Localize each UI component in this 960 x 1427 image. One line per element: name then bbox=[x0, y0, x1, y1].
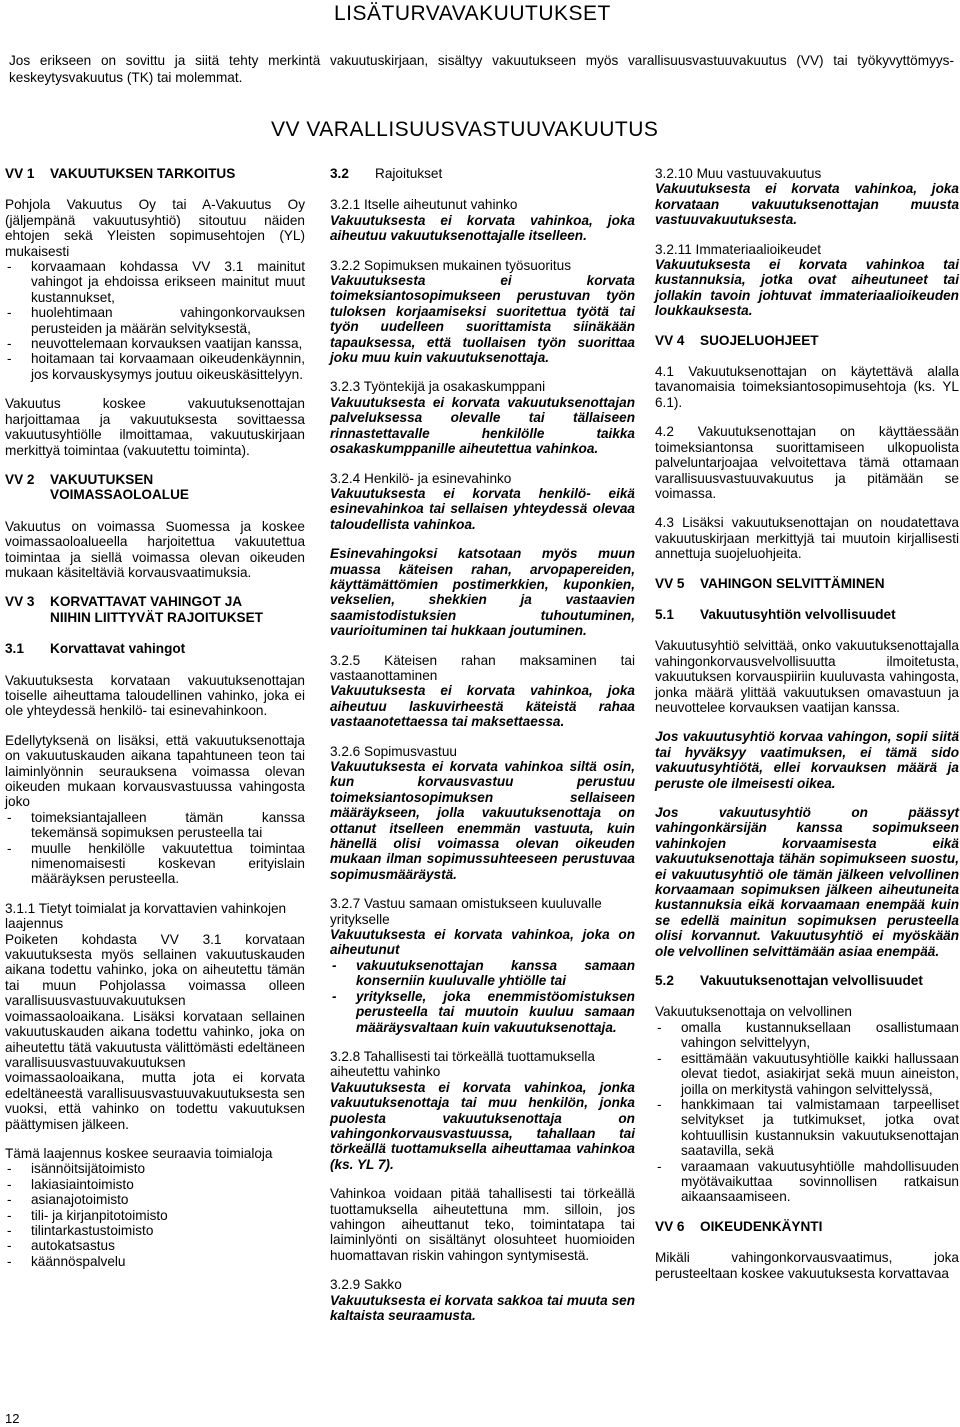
bullet-list bbox=[5, 810, 305, 887]
heading-number: 3.2 bbox=[330, 166, 349, 181]
heading-vv6 bbox=[655, 1219, 959, 1234]
column-right bbox=[655, 166, 959, 1295]
heading-number: VV 6 bbox=[655, 1218, 685, 1234]
paragraph: 4.1 Vakuutuksenottajan on käytettävä alalla tavanomaisia toimeksiantosopimusehtoja (ks. YL 6.1). bbox=[655, 364, 959, 410]
paragraph: Vakuutusyhtiö selvittää, onko vakuutuksenottajalla vahingonkorvausvelvollisuutta ilmoitetusta, vakuutuksen korvauspiiriin kuuluvasta vahingosta, jonka määrä ylittää vakuutuksen omavastuun ja neuvottelee korvauksen vaatijan kanssa. bbox=[655, 638, 959, 715]
paragraph: Poiketen kohdasta VV 3.1 korvataan vakuutuksesta myös sellainen vakuutuskauden aikana todettu vahinko, joka on aiheutettu tämän tai muun Pohjolassa voimassa olleen varallisuusvastuuvakuutuksen voimassaoloaikana. Lisäksi korvataan sellainen vakuutuskauden aikana todettu vahinko, joka on aiheutettu tätä vakuutusta välittömästi edeltäneen varallisuusvastuuvakuutuksen voimassaoloaikana, mutta jota ei korvata edeltäneestä varallisuusvastuuvakuutuksesta sen vuoksi, että vahinko on todettu vakuutuksen päättymisen jälkeen. bbox=[5, 931, 305, 1132]
section-title: VV VARALLISUUSVASTUUVAKUUTUS bbox=[271, 118, 659, 141]
list-item: - huolehtimaan vahingonkorvauksen perusteiden ja määrän selvityksestä, bbox=[5, 305, 305, 336]
list-item: - korvaamaan kohdassa VV 3.1 mainitut vahingot ja ehdoissa erikseen mainitut muut kustannukset, bbox=[5, 259, 305, 305]
paragraph: Pohjola Vakuutus Oy tai A-Vakuutus Oy (jäljempänä vakuutusyhtiö) sitoutuu näiden ehtojen sekä Yleisten sopimusehtojen (YL) mukaisesti bbox=[5, 197, 305, 259]
heading-vv3 bbox=[5, 594, 305, 625]
subsection-text: Vakuutuksesta ei korvata vahinkoa, joka on aiheutunut bbox=[330, 927, 635, 958]
list-item: - hoitamaan tai korvaamaan oikeudenkäynnin, jos korvauskysymys joutuu oikeuskäsittelyyn. bbox=[5, 351, 305, 382]
heading-text bbox=[50, 594, 305, 625]
subsection-title: 3.2.8 Tahallisesti tai törkeällä tuottamuksella aiheutettu vahinko bbox=[330, 1048, 595, 1080]
subsection-title: 3.2.4 Henkilö- ja esinevahinko bbox=[330, 470, 512, 486]
list-item: - hankkimaan tai valmistamaan tarpeelliset selvitykset ja tutkimukset, jotka ovat kohtuullisin kustannuksin vakuutuksenottajan saatavilla, sekä bbox=[655, 1097, 959, 1159]
subsection-title: 3.2.1 Itselle aiheutunut vahinko bbox=[330, 197, 518, 213]
subsection-title: 3.2.6 Sopimusvastuu bbox=[330, 743, 457, 759]
paragraph: Vakuutus on voimassa Suomessa ja koskee voimassaoloalueella harjoitettua vakuutettua toimintaa ja siellä voimassa olevan oikeuden mukaan käsiteltäviä korvausvaatimuksia. bbox=[5, 518, 305, 580]
subsection-text: Vakuutuksesta ei korvata vahinkoa, joka aiheutuu vakuutuksenottajalle itselleen. bbox=[330, 212, 635, 244]
list-item: - isännöitsijätoimisto bbox=[5, 1161, 305, 1176]
paragraph: Vahinkoa voidaan pitää tahallisesti tai törkeällä tuottamuksella aiheutettuna mm. silloin, jos vahingon aiheuttanut teko, toimintatapa tai laiminlyönti on sisältänyt olosuhteet huomioiden huomattavan riskin vahingon syntymisestä. bbox=[330, 1186, 635, 1263]
list-item: - esittämään vakuutusyhtiölle kaikki hallussaan olevat tiedot, asiakirjat sekä muun aineiston, joilla on merkitystä vahingon selvittelyssä, bbox=[655, 1051, 959, 1097]
heading-5-1 bbox=[655, 607, 959, 622]
paragraph: Jos vakuutusyhtiö korvaa vahingon, sopii siitä tai hyväksyy vaatimuksen, ei tämä sido vakuutusyhtiötä, ellei korvauksen määrä ja peruste ole ilmeisesti oikea. bbox=[655, 729, 959, 791]
list-item: - yritykselle, joka enemmistöomistuksen perusteella tai muutoin kuuluu samaan määräysvaltaan kuin vakuutuksenottaja. bbox=[330, 989, 635, 1035]
paragraph: Vakuutuksenottaja on velvollinen bbox=[655, 1004, 852, 1020]
paragraph: Mikäli vahingonkorvausvaatimus, joka perusteeltaan koskee vakuutuksesta korvattavaa bbox=[655, 1250, 959, 1281]
heading-text: Korvattavat vahingot bbox=[50, 641, 186, 657]
heading-number: VV 3 bbox=[5, 594, 35, 610]
heading-text: Vakuutuksenottajan velvollisuudet bbox=[700, 973, 923, 989]
heading-number: VV 4 bbox=[655, 332, 685, 348]
subsection-title: 3.2.2 Sopimuksen mukainen työsuoritus bbox=[330, 257, 572, 273]
bullet-list bbox=[330, 958, 635, 1035]
subsection-text: Vakuutuksesta ei korvata vahinkoa, joka korvataan vakuutuksenottajan muusta vastuuvakuutuksesta. bbox=[655, 181, 959, 228]
heading-text: Vakuutusyhtiön velvollisuudet bbox=[700, 606, 896, 622]
heading-3-2 bbox=[330, 166, 635, 181]
subsection-text: Vakuutuksesta ei korvata vahinkoa tai kustannuksia, jotka ovat aiheutuneet tai jollakin tavoin johtuvat immateriaalioikeuden loukkauksesta. bbox=[655, 257, 959, 319]
list-item: - vakuutuksenottajan kanssa samaan konserniin kuuluvalle yhtiölle tai bbox=[330, 958, 635, 989]
subsection-text: Vakuutuksesta ei korvata vahinkoa siltä osin, kun korvausvastuu perustuu toimeksiantosopimuksen sellaiseen määräykseen, jolla vakuutuksenottaja on ottanut itselleen enemmän vastuuta, kuin hänellä olisi voimassa olevan oikeuden mukaan ilman sopimussuhteeseen perustuvaa sopimusmääräystä. bbox=[330, 759, 635, 882]
list-item: - autokatsastus bbox=[5, 1238, 305, 1253]
subsection-text: Esinevahingoksi katsotaan myös muun muassa käteisen rahan, arvopapereiden, käyttämättömien postimerkkien, kuponkien, vekselien, shekkien ja vastaavien saamistodistuksien tuhoutuminen, vaurioituminen tai hukkaan joutuminen. bbox=[330, 546, 635, 639]
subsection-title: 3.2.11 Immateriaalioikeudet bbox=[655, 241, 821, 257]
heading-line: NIIHIN LIITTYVÄT RAJOITUKSET bbox=[50, 609, 263, 625]
heading-number: 3.1 bbox=[5, 641, 24, 657]
heading-line: KORVATTAVAT VAHINGOT JA bbox=[50, 594, 243, 610]
subsection-text: Vakuutuksesta ei korvata henkilö- eikä esinevahinkoa tai sellaisen yhteydessä olevaa taloudellista vahinkoa. bbox=[330, 485, 635, 532]
paragraph: Vakuutuksesta korvataan vakuutuksenottajan toiselle aiheuttama taloudellinen vahinko, joka ei ole yhteydessä henkilö- tai esinevahinkoon. bbox=[5, 672, 305, 719]
bullet-list bbox=[5, 259, 305, 382]
subsection-title: 3.2.5 Käteisen rahan maksaminen tai vastaanottaminen bbox=[330, 652, 635, 683]
list-item: - tilintarkastustoimisto bbox=[5, 1223, 305, 1238]
list-item: - omalla kustannuksellaan osallistumaan vahingon selvittelyyn, bbox=[655, 1020, 959, 1051]
list-item: - lakiasiaintoimisto bbox=[5, 1177, 305, 1192]
list-item: - asianajotoimisto bbox=[5, 1192, 305, 1207]
list-item: - muulle henkilölle vakuutettua toimintaa nimenomaisesti koskevan erityislain määräyksen perusteella. bbox=[5, 841, 305, 887]
heading-vv4 bbox=[655, 333, 959, 348]
heading-number: VV 5 bbox=[655, 575, 685, 591]
heading-5-2 bbox=[655, 973, 959, 988]
heading-vv5 bbox=[655, 576, 959, 591]
heading-text: Rajoitukset bbox=[375, 166, 443, 181]
subsection-title: 3.2.3 Työntekijä ja osakaskumppani bbox=[330, 379, 546, 395]
subsection-title: 3.2.7 Vastuu samaan omistukseen kuuluvalle yritykselle bbox=[330, 896, 602, 927]
list-item: - neuvottelemaan korvauksen vaatijan kanssa, bbox=[5, 336, 305, 351]
list-item: - tili- ja kirjanpitotoimisto bbox=[5, 1208, 305, 1223]
heading-text: VAKUUTUKSEN TARKOITUS bbox=[50, 166, 236, 181]
heading-text: VAHINGON SELVITTÄMINEN bbox=[700, 575, 885, 591]
paragraph-subheading: 3.1.1 Tietyt toimialat ja korvattavien vahinkojen laajennus bbox=[5, 900, 287, 932]
page-number: 12 bbox=[5, 1411, 20, 1426]
subsection-text: Vakuutuksesta ei korvata sakkoa tai muuta sen kaltaista seuraamusta. bbox=[330, 1292, 635, 1323]
list-item: - käännöspalvelu bbox=[5, 1254, 305, 1269]
list-item: - varaamaan vakuutusyhtiölle mahdollisuuden myötävaikuttaa sovinnollisen ratkaisun aikaansaamiseen. bbox=[655, 1159, 959, 1205]
heading-3-1 bbox=[5, 641, 305, 656]
heading-number: 5.2 bbox=[655, 973, 674, 989]
heading-vv2 bbox=[5, 472, 305, 503]
subsection-title: 3.2.10 Muu vastuuvakuutus bbox=[655, 166, 822, 181]
subsection-text: Vakuutuksesta ei korvata toimeksiantosopimukseen perustuvan työn tuloksen korjaamiseksi suoritettua työtä tai työn uudelleen suorittamista siinäkään tapauksessa, että tuollaisen työn suorittaa joku muu kuin vakuutuksenottaja. bbox=[330, 273, 635, 366]
column-left bbox=[5, 166, 305, 1283]
paragraph: Jos vakuutusyhtiö on päässyt vahingonkärsijän kanssa sopimukseen vahinkojen korvaamisesta eikä vakuutuksenottaja tähän sopimukseen suostu, ei vakuutusyhtiö ole tämän jälkeen velvollinen korvaamaan sopimuksen jälkeen aiheutuneita kustannuksia eikä korvaamaan enempää kuin se edellä mainitun sopimuksen perusteella olisi korvannut. Vakuutusyhtiö ei myöskään ole velvollinen selvittämään asiaa enempää. bbox=[655, 805, 959, 959]
document-title: LISÄTURVAVAKUUTUKSET bbox=[334, 2, 611, 25]
subsection-text: Vakuutuksesta ei korvata vahinkoa, joka aiheutuu laskuvirheestä käteistä rahaa vastaanotettaessa tai maksettaessa. bbox=[330, 683, 635, 730]
heading-number: VV 1 bbox=[5, 166, 35, 181]
heading-text: OIKEUDENKÄYNTI bbox=[700, 1218, 823, 1234]
heading-line: VAKUUTUKSEN bbox=[50, 471, 154, 487]
column-middle bbox=[330, 166, 635, 1337]
heading-vv1 bbox=[5, 166, 305, 181]
paragraph: Vakuutus koskee vakuutuksenottajan harjoittamaa ja vakuutuksesta sovittaessa vakuutusyhtiölle ilmoittamaa, vakuutuskirjaan merkittyä toimintaa (vakuutettu toiminta). bbox=[5, 396, 305, 458]
heading-text: SUOJELUOHJEET bbox=[700, 332, 819, 348]
subsection-text: Vakuutuksesta ei korvata vakuutuksenottajan palveluksessa olevalle tai tällaiseen rinnastettavalle henkilölle taikka osakaskumppanille aiheutettua vahinkoa. bbox=[330, 394, 635, 457]
intro-paragraph: Jos erikseen on sovittu ja siitä tehty merkintä vakuutuskirjaan, sisältyy vakuutukseen myös varallisuusvastuuvakuutus (VV) tai työkyvyttömyys-keskeytysvakuutus (TK) tai molemmat. bbox=[9, 53, 954, 85]
paragraph: Tämä laajennus koskee seuraavia toimialoja bbox=[5, 1145, 273, 1161]
heading-line: VOIMASSAOLOALUE bbox=[50, 487, 189, 503]
heading-number: 5.1 bbox=[655, 606, 674, 622]
paragraph: 4.3 Lisäksi vakuutuksenottajan on noudatettava vakuutuskirjaan merkittyjä tai muutoin kirjallisesti annettuja suojeluohjeita. bbox=[655, 515, 959, 562]
bullet-list bbox=[5, 1161, 305, 1269]
heading-text bbox=[50, 472, 305, 503]
list-item: - toimeksiantajalleen tämän kanssa tekemänsä sopimuksen perusteella tai bbox=[5, 810, 305, 841]
heading-number: VV 2 bbox=[5, 471, 35, 487]
subsection-title: 3.2.9 Sakko bbox=[330, 1277, 402, 1293]
paragraph: Edellytyksenä on lisäksi, että vakuutuksenottaja on vakuutuskauden aikana tapahtuneen teon tai laiminlyönnin seurauksena voimassa olevan oikeuden mukaan korvausvastuussa vahingosta joko bbox=[5, 732, 305, 810]
bullet-list bbox=[655, 1020, 959, 1205]
subsection-text: Vakuutuksesta ei korvata vahinkoa, jonka vakuutuksenottaja tai muu henkilön, jonka puolesta vakuutuksenottaja on vahingonkorvausvastuussa, tahallaan tai törkeällä tuottamuksella aiheuttamaa vahinkoa (ks. YL 7). bbox=[330, 1079, 635, 1172]
paragraph: 4.2 Vakuutuksenottajan on käyttäessään toimeksiantonsa suorittamiseen ulkopuolista palveluntarjoajaa velvoitettava tämä ottamaan varallisuusvastuuvakuutus ja pitämään se voimassa. bbox=[655, 424, 959, 501]
